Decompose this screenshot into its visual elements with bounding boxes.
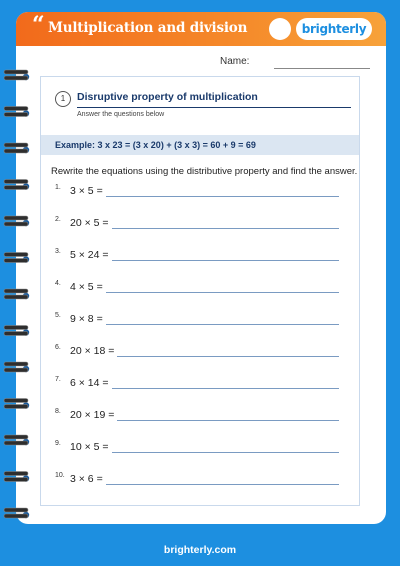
binding-ring — [4, 441, 28, 445]
answer-line[interactable] — [117, 420, 339, 421]
problem-number: 6. — [55, 344, 61, 351]
answer-line[interactable] — [112, 260, 339, 261]
binding-ring — [4, 180, 28, 184]
problem-number: 5. — [55, 312, 61, 319]
binding-ring — [4, 472, 28, 476]
problem-row — [55, 440, 355, 454]
problem-row — [55, 312, 355, 326]
problem-expression: 20 × 18 = — [70, 345, 115, 357]
problem-expression: 20 × 5 = — [70, 217, 109, 229]
problem-expression: 3 × 5 = — [70, 185, 103, 197]
binding-ring — [4, 222, 28, 226]
problem-row — [55, 472, 355, 486]
instructions-text: Rewrite the equations using the distributive property and find the answer. — [51, 166, 358, 177]
binding-ring — [4, 186, 28, 190]
problem-row — [55, 344, 355, 358]
binding-ring — [4, 149, 28, 153]
binding-ring — [4, 362, 28, 366]
footer-url: brighterly.com — [163, 544, 237, 556]
answer-line[interactable] — [106, 292, 339, 293]
section-divider — [77, 107, 351, 108]
binding-ring — [4, 508, 28, 512]
binding-ring — [4, 478, 28, 482]
section-subtitle: Answer the questions below — [77, 111, 165, 118]
binding-ring — [4, 289, 28, 293]
quote-icon: “ — [32, 12, 45, 38]
binding-ring — [4, 143, 28, 147]
binding-ring — [4, 332, 28, 336]
binding-ring — [4, 107, 28, 111]
header-circle-decoration — [269, 18, 291, 40]
binding-ring — [4, 253, 28, 257]
problem-number: 1. — [55, 184, 61, 191]
problem-row — [55, 184, 355, 198]
problem-row — [55, 376, 355, 390]
answer-line[interactable] — [112, 388, 339, 389]
answer-line[interactable] — [117, 356, 339, 357]
binding-ring — [4, 399, 28, 403]
name-field[interactable] — [274, 68, 370, 69]
problem-number: 3. — [55, 248, 61, 255]
answer-line[interactable] — [112, 452, 339, 453]
binding-ring — [4, 216, 28, 220]
section-number: 1 — [55, 91, 71, 107]
binding-ring — [4, 259, 28, 263]
example-banner: Example: 3 x 23 = (3 x 20) + (3 x 3) = 60 + 9 = 69 — [41, 135, 359, 155]
problem-row — [55, 408, 355, 422]
binding-ring — [4, 405, 28, 409]
problem-expression: 5 × 24 = — [70, 249, 109, 261]
binding-ring — [4, 435, 28, 439]
binding-ring — [4, 113, 28, 117]
name-label: Name: — [220, 56, 250, 67]
problem-number: 2. — [55, 216, 61, 223]
worksheet-page — [16, 12, 386, 524]
worksheet-title: Multiplication and division — [48, 20, 248, 36]
binding-ring — [4, 368, 28, 372]
problem-number: 7. — [55, 376, 61, 383]
problem-row — [55, 216, 355, 230]
problem-row — [55, 248, 355, 262]
binding-ring — [4, 76, 28, 80]
worksheet-header — [16, 12, 386, 46]
binding-ring — [4, 70, 28, 74]
answer-line[interactable] — [106, 324, 339, 325]
problem-expression: 9 × 8 = — [70, 313, 103, 325]
binding-ring — [4, 326, 28, 330]
problem-expression: 6 × 14 = — [70, 377, 109, 389]
problem-expression: 20 × 19 = — [70, 409, 115, 421]
binding-ring — [4, 295, 28, 299]
problem-expression: 10 × 5 = — [70, 441, 109, 453]
problem-number: 10. — [55, 472, 65, 479]
answer-line[interactable] — [112, 228, 339, 229]
section-title: Disruptive property of multiplication — [77, 91, 258, 103]
problem-row — [55, 280, 355, 294]
brand-logo-text: brighterly — [301, 22, 367, 36]
answer-line[interactable] — [106, 484, 339, 485]
problem-expression: 4 × 5 = — [70, 281, 103, 293]
exercise-box — [40, 76, 360, 506]
problem-number: 4. — [55, 280, 61, 287]
problem-number: 9. — [55, 440, 61, 447]
brand-logo — [296, 18, 372, 40]
problem-number: 8. — [55, 408, 61, 415]
answer-line[interactable] — [106, 196, 339, 197]
spiral-binding-icon — [0, 0, 40, 566]
problem-expression: 3 × 6 = — [70, 473, 103, 485]
binding-ring — [4, 514, 28, 518]
